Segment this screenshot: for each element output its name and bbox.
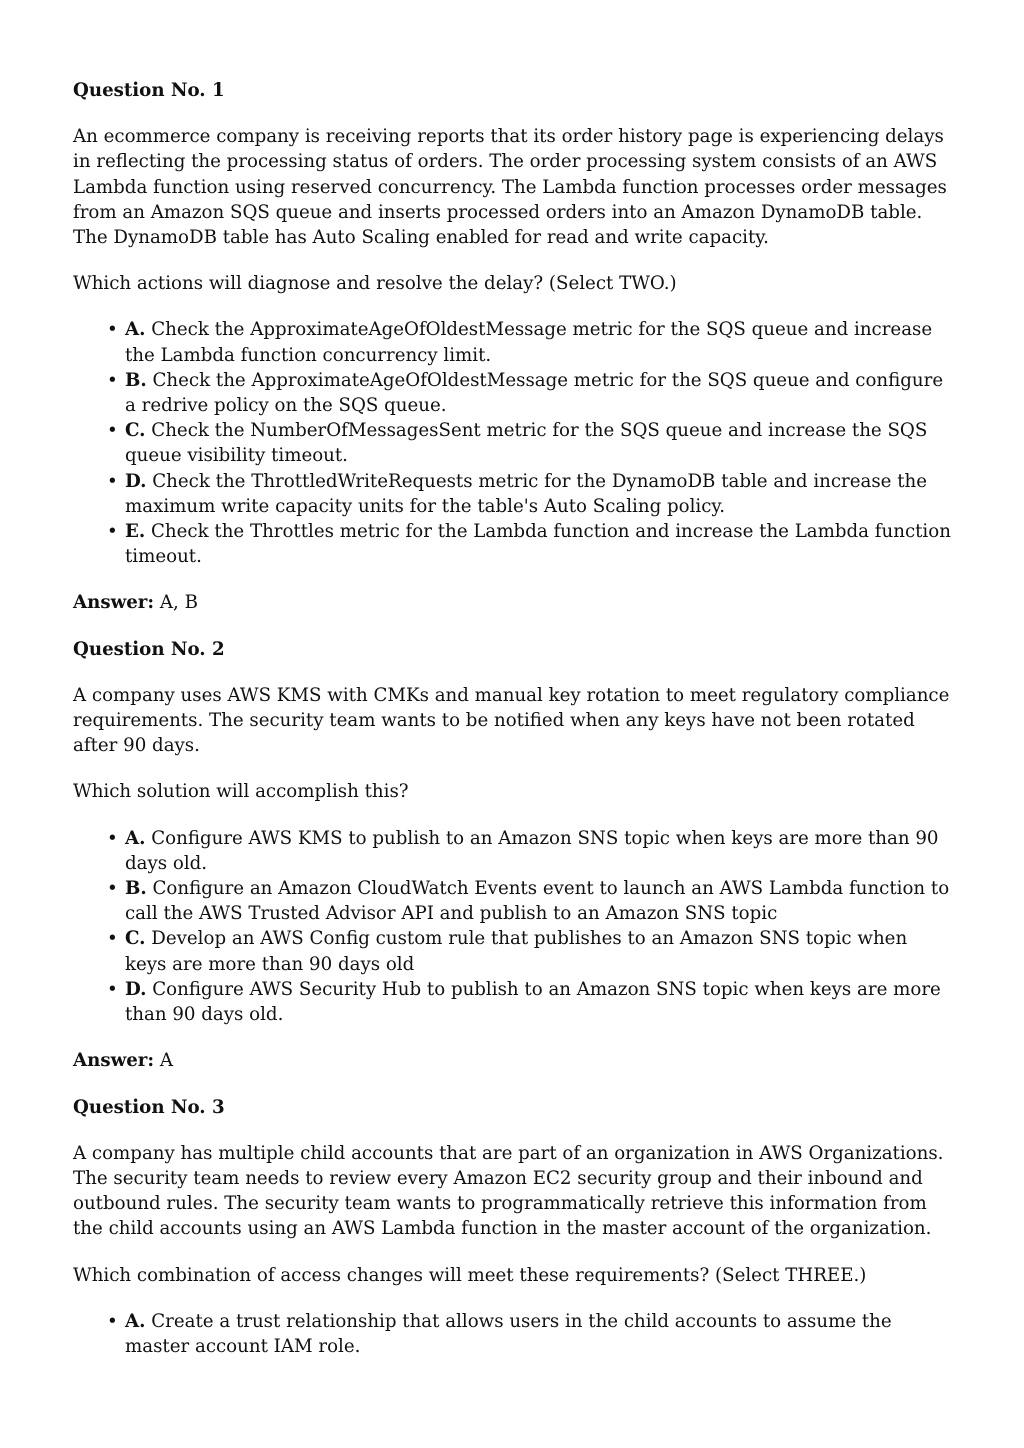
option-text: Configure AWS Security Hub to publish to an Amazon SNS topic when keys are more than 90 days old. <box>125 978 941 1026</box>
option-letter: C. <box>125 928 146 950</box>
option-item <box>107 1309 953 1359</box>
answer-value: A, B <box>159 592 198 614</box>
bullet-icon: • <box>107 420 118 442</box>
question-block <box>73 637 953 1074</box>
question-prompt: Which actions will diagnose and resolve the delay? (Select TWO.) <box>73 273 677 295</box>
option-item <box>107 926 953 976</box>
option-letter: B. <box>125 878 147 900</box>
bullet-icon: • <box>107 827 118 849</box>
question-heading: Question No. 2 <box>73 638 225 660</box>
option-text: Check the NumberOfMessagesSent metric for the SQS queue and increase the SQS queue visibility timeout. <box>125 420 928 467</box>
question-text: An ecommerce company is receiving reports that its order history page is experiencing delays in reflecting the processing status of orders. The order processing system consists of an AWS Lambda function using reserved concurrency. The Lambda function processes order messages from an Amazon SQS queue and inserts processed orders into an Amazon DynamoDB table. The DynamoDB table has Auto Scaling enabled for read and write capacity. <box>73 126 947 249</box>
bullet-icon: • <box>107 470 118 492</box>
option-text: Configure an Amazon CloudWatch Events event to launch an AWS Lambda function to call the AWS Trusted Advisor API and publish to an Amazon SNS topic <box>125 878 950 925</box>
bullet-icon: • <box>107 369 118 391</box>
option-item <box>107 826 953 876</box>
option-item <box>107 977 953 1027</box>
option-text: Configure AWS KMS to publish to an Amazon SNS topic when keys are more than 90 days old. <box>125 827 939 874</box>
answer-label: Answer: <box>73 1050 155 1072</box>
bullet-icon: • <box>107 319 118 341</box>
option-letter: A. <box>125 319 146 341</box>
option-letter: D. <box>125 978 147 1000</box>
option-item <box>107 418 953 468</box>
option-text: Check the ApproximateAgeOfOldestMessage metric for the SQS queue and configure a redrive policy on the SQS queue. <box>125 369 944 417</box>
option-letter: E. <box>125 521 146 543</box>
option-list <box>73 826 953 1028</box>
option-list <box>73 1309 953 1359</box>
option-text: Develop an AWS Config custom rule that publishes to an Amazon SNS topic when keys are more than 90 days old <box>125 928 908 975</box>
option-letter: C. <box>125 420 146 442</box>
question-prompt: Which solution will accomplish this? <box>73 781 409 803</box>
question-block <box>73 1095 953 1360</box>
question-text: A company uses AWS KMS with CMKs and manual key rotation to meet regulatory compliance requirements. The security team wants to be notified when any keys have not been rotated after 90 days. <box>73 684 950 757</box>
question-heading: Question No. 1 <box>73 80 225 101</box>
question-text: A company has multiple child accounts that are part of an organization in AWS Organizations. The security team needs to review every Amazon EC2 security group and their inbound and outbound rules. The security team wants to programmatically retrieve this information from the child accounts using an AWS Lambda function in the master account of the organization. <box>73 1142 944 1240</box>
option-item <box>107 469 953 519</box>
option-item <box>107 519 953 569</box>
answer-line <box>73 1048 953 1073</box>
bullet-icon: • <box>107 978 118 1000</box>
option-letter: D. <box>125 470 147 492</box>
question-block <box>73 78 953 616</box>
bullet-icon: • <box>107 878 118 900</box>
option-text: Check the ApproximateAgeOfOldestMessage metric for the SQS queue and increase the Lambda function concurrency limit. <box>125 319 933 366</box>
option-letter: A. <box>125 827 146 849</box>
question-heading: Question No. 3 <box>73 1096 225 1118</box>
bullet-icon: • <box>107 928 118 950</box>
option-text: Check the ThrottledWriteRequests metric for the DynamoDB table and increase the maximum write capacity units for the table's Auto Scaling policy. <box>125 470 928 517</box>
answer-label: Answer: <box>73 592 155 614</box>
option-letter: A. <box>125 1310 146 1332</box>
question-prompt: Which combination of access changes will meet these requirements? (Select THREE.) <box>73 1264 867 1286</box>
answer-line <box>73 590 953 615</box>
option-list <box>73 317 953 569</box>
option-item <box>107 876 953 926</box>
option-item <box>107 317 953 367</box>
option-text: Create a trust relationship that allows users in the child accounts to assume the master account IAM role. <box>125 1310 892 1357</box>
option-text: Check the Throttles metric for the Lambda function and increase the Lambda function timeout. <box>125 521 951 568</box>
bullet-icon: • <box>107 1310 118 1332</box>
answer-value: A <box>159 1050 174 1072</box>
bullet-icon: • <box>107 521 118 543</box>
option-item <box>107 368 953 418</box>
option-letter: B. <box>125 369 147 391</box>
